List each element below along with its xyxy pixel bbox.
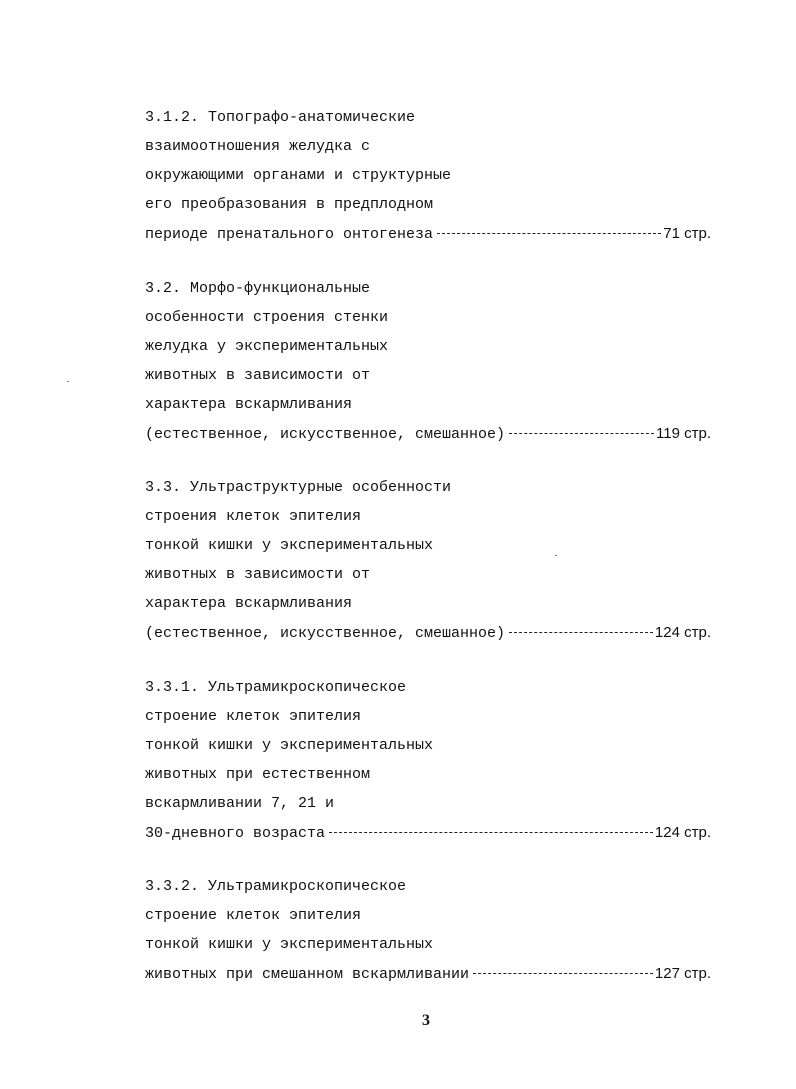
entry-line: животных при естественном — [145, 766, 371, 783]
entry-line: тонкой кишки у экспериментальных — [145, 936, 434, 953]
entry-line: (естественное, искусственное, смешанное) — [145, 625, 506, 642]
entry-line: строение клеток эпителия — [145, 907, 362, 924]
scan-speck — [555, 555, 557, 556]
toc-entry-3-2 — [145, 274, 711, 448]
entry-last-line — [145, 618, 711, 647]
entry-line: 3.1.2. Топографо-анатомические — [145, 109, 416, 126]
dot-leader — [329, 831, 653, 833]
entry-line: особенности строения стенки — [145, 309, 389, 326]
toc-entry-3-3-2 — [145, 872, 711, 988]
entry-line: (естественное, искусственное, смешанное) — [145, 426, 506, 443]
entry-last-line — [145, 959, 711, 988]
entry-line: желудка у экспериментальных — [145, 338, 389, 355]
entry-line: 3.3.1. Ультрамикроскопическое — [145, 679, 407, 696]
entry-line: строения клеток эпителия — [145, 508, 362, 525]
toc-entry-3-3-1 — [145, 673, 711, 847]
entry-line: вскармливании 7, 21 и — [145, 795, 335, 812]
entry-line: 30-дневного возраста — [145, 825, 326, 842]
page-reference: 124 стр. — [654, 824, 711, 841]
page-reference: 127 стр. — [654, 965, 711, 982]
entry-line: 3.3.2. Ультрамикроскопическое — [145, 878, 407, 895]
toc-entry-3-1-2 — [145, 103, 711, 248]
page-reference: 71 стр. — [663, 225, 711, 242]
entry-last-line — [145, 219, 711, 248]
dot-leader — [473, 972, 653, 974]
entry-line: характера вскармливания — [145, 396, 353, 413]
entry-line: его преобразования в предплодном — [145, 196, 434, 213]
entry-line: животных в зависимости от — [145, 367, 371, 384]
dot-leader — [509, 432, 654, 434]
entry-line: характера вскармливания — [145, 595, 353, 612]
entry-line: 3.3. Ультраструктурные особенности — [145, 479, 452, 496]
page-number: 3 — [422, 1012, 430, 1029]
entry-line: животных в зависимости от — [145, 566, 371, 583]
entry-last-line — [145, 818, 711, 847]
entry-line: периоде пренатального онтогенеза — [145, 226, 434, 243]
entry-line: 3.2. Морфо-функциональные — [145, 280, 371, 297]
dot-leader — [509, 631, 653, 633]
page-reference: 119 стр. — [656, 425, 711, 442]
scan-speck — [67, 381, 69, 382]
entry-line: взаимоотношения желудка с — [145, 138, 371, 155]
entry-last-line — [145, 419, 711, 448]
entry-line: окружающими органами и структурные — [145, 167, 452, 184]
dot-leader — [437, 232, 661, 234]
toc-entry-3-3 — [145, 473, 711, 647]
page-reference: 124 стр. — [654, 624, 711, 641]
entry-line: строение клеток эпителия — [145, 708, 362, 725]
entry-line: животных при смешанном вскармливании — [145, 966, 470, 983]
entry-line: тонкой кишки у экспериментальных — [145, 737, 434, 754]
entry-line: тонкой кишки у экспериментальных — [145, 537, 434, 554]
